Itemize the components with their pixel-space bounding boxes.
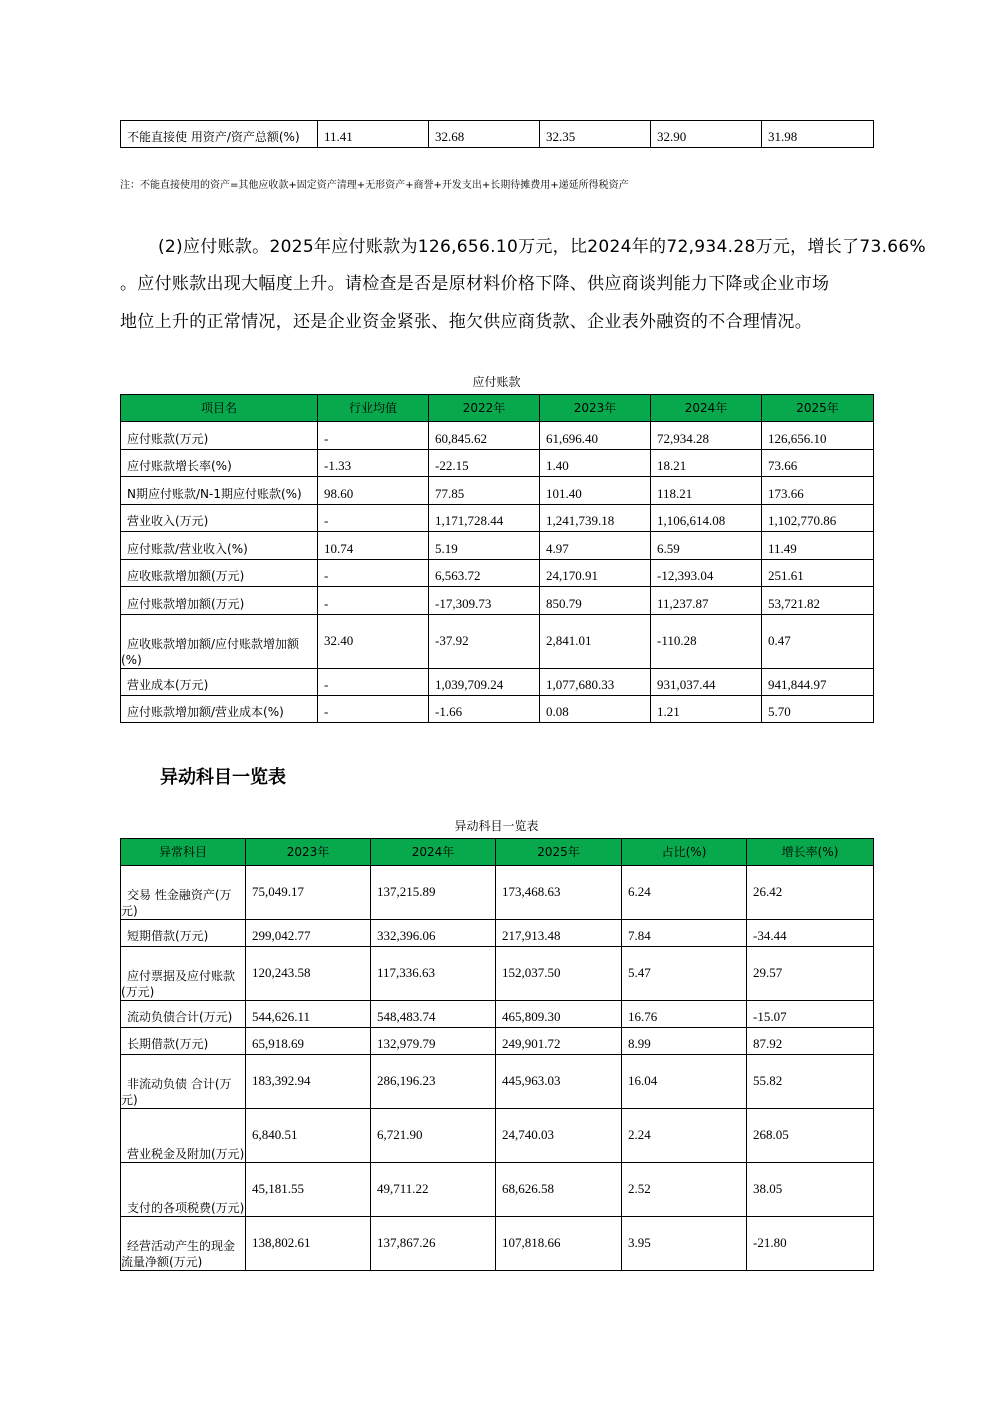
table-row (121, 1163, 874, 1217)
table-cell: 2.52 (622, 1163, 747, 1217)
column-header: 2024年 (371, 839, 496, 866)
column-header: 2025年 (496, 839, 622, 866)
column-header: 增长率(%) (747, 839, 874, 866)
row-label: 应付账款/营业收入(%) (121, 532, 318, 560)
table-row (121, 121, 874, 148)
table-cell: 24,740.03 (496, 1109, 622, 1163)
table-cell: 4.97 (540, 532, 651, 560)
table-cell: 29.57 (747, 947, 874, 1001)
column-header: 2022年 (429, 395, 540, 422)
table-cell: -34.44 (747, 920, 874, 947)
row-label: 营业税金及附加(万元) (121, 1109, 246, 1163)
row-label: 短期借款(万元) (121, 920, 246, 947)
table-cell: 2,841.01 (540, 615, 651, 669)
table-cell: 1.40 (540, 450, 651, 477)
table-cell: 87.92 (747, 1028, 874, 1055)
table-header-row (121, 839, 874, 866)
row-label: 应收账款增加额/应付账款增加额(%) (121, 615, 318, 669)
table-cell: - (318, 669, 429, 696)
column-header: 2024年 (651, 395, 762, 422)
table-cell: 61,696.40 (540, 422, 651, 450)
table-cell: 45,181.55 (246, 1163, 371, 1217)
column-header: 项目名 (121, 395, 318, 422)
row-label: 流动负债合计(万元) (121, 1001, 246, 1028)
table-cell: 173,468.63 (496, 866, 622, 920)
column-header: 2023年 (246, 839, 371, 866)
table-cell: -1.33 (318, 450, 429, 477)
table-cell: -12,393.04 (651, 560, 762, 587)
table-cell: -15.07 (747, 1001, 874, 1028)
table-cell: 16.76 (622, 1001, 747, 1028)
table-cell: 120,243.58 (246, 947, 371, 1001)
table-row (121, 1055, 874, 1109)
row-label: 长期借款(万元) (121, 1028, 246, 1055)
table-cell: 98.60 (318, 477, 429, 505)
table-cell: 445,963.03 (496, 1055, 622, 1109)
table-cell: 60,845.62 (429, 422, 540, 450)
table-cell: 49,711.22 (371, 1163, 496, 1217)
table-cell: 72,934.28 (651, 422, 762, 450)
table-cell: 31.98 (762, 121, 874, 148)
table-cell: 11.41 (318, 121, 429, 148)
table-row (121, 560, 874, 587)
table-row (121, 422, 874, 450)
table-cell: 132,979.79 (371, 1028, 496, 1055)
table-cell: 32.68 (429, 121, 540, 148)
table-cell: - (318, 696, 429, 723)
table-cell: -22.15 (429, 450, 540, 477)
table-cell: 249,901.72 (496, 1028, 622, 1055)
table-row (121, 450, 874, 477)
table-cell: 7.84 (622, 920, 747, 947)
table-cell: - (318, 587, 429, 615)
row-label: 应付账款增加额/营业成本(%) (121, 696, 318, 723)
table-cell: 75,049.17 (246, 866, 371, 920)
table-cell: 107,818.66 (496, 1217, 622, 1271)
table-row (121, 505, 874, 532)
table-cell: -37.92 (429, 615, 540, 669)
table-note: 注：不能直接使用的资产=其他应收款+固定资产清理+无形资产+商誉+开发支出+长期待摊费用+递延所得税资产 (120, 180, 629, 191)
table-cell: 6,563.72 (429, 560, 540, 587)
table-cell: 38.05 (747, 1163, 874, 1217)
row-label: 营业成本(万元) (121, 669, 318, 696)
table-cell: 24,170.91 (540, 560, 651, 587)
row-label: 应付账款(万元) (121, 422, 318, 450)
paragraph-line-1: (2)应付账款。2025年应付账款为126,656.10万元，比2024年的72,934.28万元，增长了73.66% (158, 237, 926, 257)
table-cell: 118.21 (651, 477, 762, 505)
table-cell: 173.66 (762, 477, 874, 505)
table-cell: 55.82 (747, 1055, 874, 1109)
row-label: 不能直接使 用资产/资产总额(%) (121, 121, 318, 148)
table-row (121, 1028, 874, 1055)
row-label: 应收账款增加额(万元) (121, 560, 318, 587)
table-cell: -1.66 (429, 696, 540, 723)
table-cell: 2.24 (622, 1109, 747, 1163)
column-header: 2023年 (540, 395, 651, 422)
row-label: 非流动负债 合计(万元) (121, 1055, 246, 1109)
table-cell: 183,392.94 (246, 1055, 371, 1109)
table-cell: 931,037.44 (651, 669, 762, 696)
table-cell: 32.90 (651, 121, 762, 148)
table-cell: 465,809.30 (496, 1001, 622, 1028)
table-cell: 32.35 (540, 121, 651, 148)
table-row (121, 866, 874, 920)
table-cell: 0.47 (762, 615, 874, 669)
table-cell: 217,913.48 (496, 920, 622, 947)
table-cell: 5.19 (429, 532, 540, 560)
table-cell: -17,309.73 (429, 587, 540, 615)
table-cell: 251.61 (762, 560, 874, 587)
table-cell: 0.08 (540, 696, 651, 723)
table-row (121, 696, 874, 723)
table-cell: 138,802.61 (246, 1217, 371, 1271)
table-cell: 16.04 (622, 1055, 747, 1109)
table-row (121, 532, 874, 560)
column-header: 2025年 (762, 395, 874, 422)
table-cell: 5.47 (622, 947, 747, 1001)
table-cell: 941,844.97 (762, 669, 874, 696)
table-cell: 544,626.11 (246, 1001, 371, 1028)
table-row (121, 947, 874, 1001)
row-label: 营业收入(万元) (121, 505, 318, 532)
table-cell: - (318, 422, 429, 450)
table-row (121, 615, 874, 669)
table-cell: 1,241,739.18 (540, 505, 651, 532)
table-cell: -21.80 (747, 1217, 874, 1271)
asset-ratio-table (120, 120, 874, 148)
table-row (121, 1001, 874, 1028)
row-label: 支付的各项税费(万元) (121, 1163, 246, 1217)
table-cell: - (318, 560, 429, 587)
table-cell: 152,037.50 (496, 947, 622, 1001)
row-label: 交易 性金融资产(万元) (121, 866, 246, 920)
table-row (121, 1217, 874, 1271)
table-cell: 73.66 (762, 450, 874, 477)
table-caption: 异动科目一览表 (454, 819, 539, 833)
table-header-row (121, 395, 874, 422)
column-header: 行业均值 (318, 395, 429, 422)
table-cell: 850.79 (540, 587, 651, 615)
section-heading: 异动科目一览表 (160, 767, 286, 788)
table-cell: 11,237.87 (651, 587, 762, 615)
table-cell: 11.49 (762, 532, 874, 560)
table-cell: 68,626.58 (496, 1163, 622, 1217)
table-cell: 6.59 (651, 532, 762, 560)
table-cell: 1,171,728.44 (429, 505, 540, 532)
table-row (121, 669, 874, 696)
table-cell: -110.28 (651, 615, 762, 669)
table-cell: 332,396.06 (371, 920, 496, 947)
table-cell: 10.74 (318, 532, 429, 560)
table-cell: 1,102,770.86 (762, 505, 874, 532)
table-cell: 137,867.26 (371, 1217, 496, 1271)
paragraph-line-2: 。应付账款出现大幅度上升。请检查是否是原材料价格下降、供应商谈判能力下降或企业市场 (120, 274, 830, 294)
table-cell: 5.70 (762, 696, 874, 723)
table-cell: 18.21 (651, 450, 762, 477)
table-cell: 1,039,709.24 (429, 669, 540, 696)
row-label: 经营活动产生的现金流量净额(万元) (121, 1217, 246, 1271)
row-label: N期应付账款/N-1期应付账款(%) (121, 477, 318, 505)
table-cell: 53,721.82 (762, 587, 874, 615)
table-cell: 117,336.63 (371, 947, 496, 1001)
table-cell: 1.21 (651, 696, 762, 723)
table-cell: 6,721.90 (371, 1109, 496, 1163)
table-cell: 299,042.77 (246, 920, 371, 947)
payables-table (120, 394, 874, 723)
table-cell: 1,077,680.33 (540, 669, 651, 696)
table-cell: 3.95 (622, 1217, 747, 1271)
row-label: 应付账款增长率(%) (121, 450, 318, 477)
table-cell: 77.85 (429, 477, 540, 505)
table-cell: 8.99 (622, 1028, 747, 1055)
table-row (121, 587, 874, 615)
table-row (121, 477, 874, 505)
table-row (121, 920, 874, 947)
column-header: 异常科目 (121, 839, 246, 866)
table-cell: 286,196.23 (371, 1055, 496, 1109)
table-caption: 应付账款 (472, 375, 521, 389)
table-row (121, 1109, 874, 1163)
table-cell: 548,483.74 (371, 1001, 496, 1028)
table-cell: 137,215.89 (371, 866, 496, 920)
table-cell: 268.05 (747, 1109, 874, 1163)
paragraph-line-3: 地位上升的正常情况，还是企业资金紧张、拖欠供应商货款、企业表外融资的不合理情况。 (120, 312, 812, 332)
table-cell: 126,656.10 (762, 422, 874, 450)
column-header: 占比(%) (622, 839, 747, 866)
table-cell: 32.40 (318, 615, 429, 669)
table-cell: 101.40 (540, 477, 651, 505)
row-label: 应付账款增加额(万元) (121, 587, 318, 615)
table-cell: 1,106,614.08 (651, 505, 762, 532)
table-cell: 65,918.69 (246, 1028, 371, 1055)
anomaly-table (120, 838, 874, 1271)
row-label: 应付票据及应付账款(万元) (121, 947, 246, 1001)
table-cell: - (318, 505, 429, 532)
table-cell: 6.24 (622, 866, 747, 920)
table-cell: 6,840.51 (246, 1109, 371, 1163)
table-cell: 26.42 (747, 866, 874, 920)
